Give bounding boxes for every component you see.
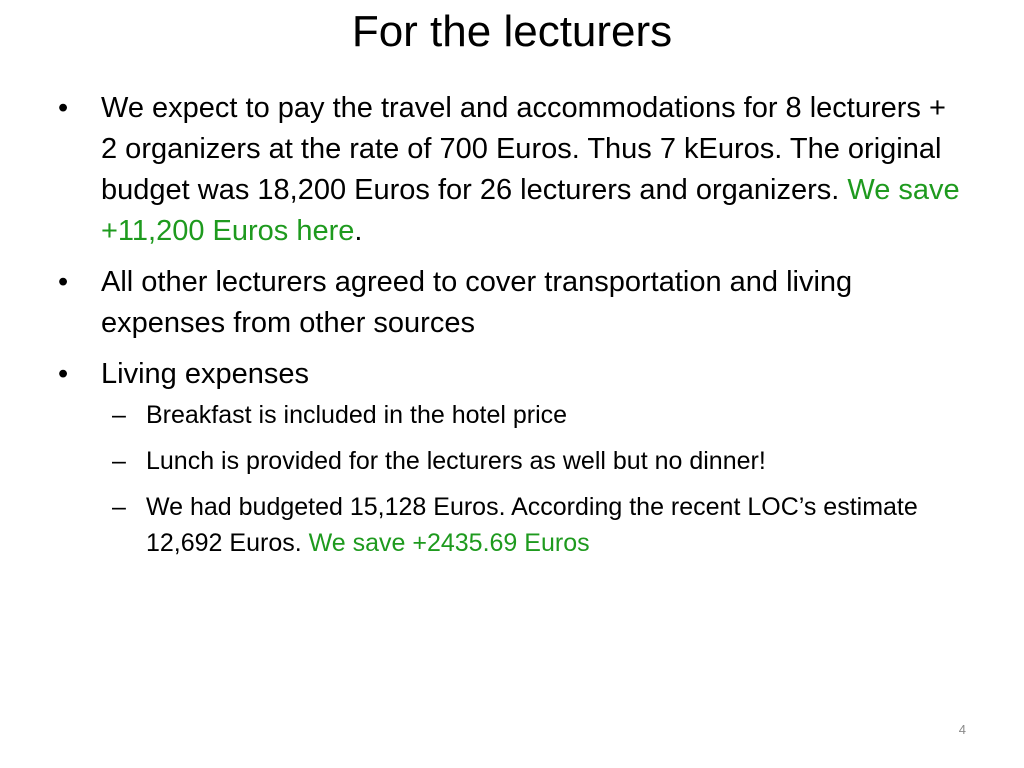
bullet-item-travel-budget	[56, 88, 968, 252]
savings-highlight: We save +11,200 Euros here	[101, 174, 960, 247]
bullet-tail: .	[354, 215, 363, 247]
slide-content	[56, 88, 968, 571]
bullet-dot-icon: •	[58, 358, 69, 390]
sub-bullet-text: Breakfast is included in the hotel price	[146, 401, 568, 429]
bullet-text: Living expenses	[101, 358, 309, 390]
dash-bullet-icon: –	[112, 493, 126, 521]
bullet-text: We expect to pay the travel and accommodations for 8 lecturers + 2 organizers at the rate of 700 Euros. Thus 7 kEuros. The original budget was 18,200 Euros for 26 lecturers and organizers.	[101, 92, 946, 206]
bullet-text: All other lecturers agreed to cover transportation and living expenses from other sources	[101, 266, 853, 339]
bullet-dot-icon: •	[58, 266, 69, 298]
savings-highlight: We save +2435.69 Euros	[308, 529, 590, 557]
sub-bullet-list	[101, 397, 968, 561]
sub-bullet-item-lunch	[101, 443, 968, 479]
dash-bullet-icon: –	[112, 447, 126, 475]
bullet-item-living-expenses	[56, 354, 968, 561]
sub-bullet-item-budget	[101, 489, 968, 561]
dash-bullet-icon: –	[112, 401, 126, 429]
sub-bullet-text: Lunch is provided for the lecturers as well but no dinner!	[146, 447, 766, 475]
bullet-item-other-lecturers	[56, 262, 968, 344]
slide-title: For the lecturers	[351, 7, 673, 56]
page-number: 4	[958, 722, 966, 737]
sub-bullet-text: We had budgeted 15,128 Euros. According the recent LOC’s estimate 12,692 Euros.	[146, 493, 918, 557]
sub-bullet-item-breakfast	[101, 397, 968, 433]
bullet-list	[56, 88, 968, 561]
bullet-dot-icon: •	[58, 92, 69, 124]
